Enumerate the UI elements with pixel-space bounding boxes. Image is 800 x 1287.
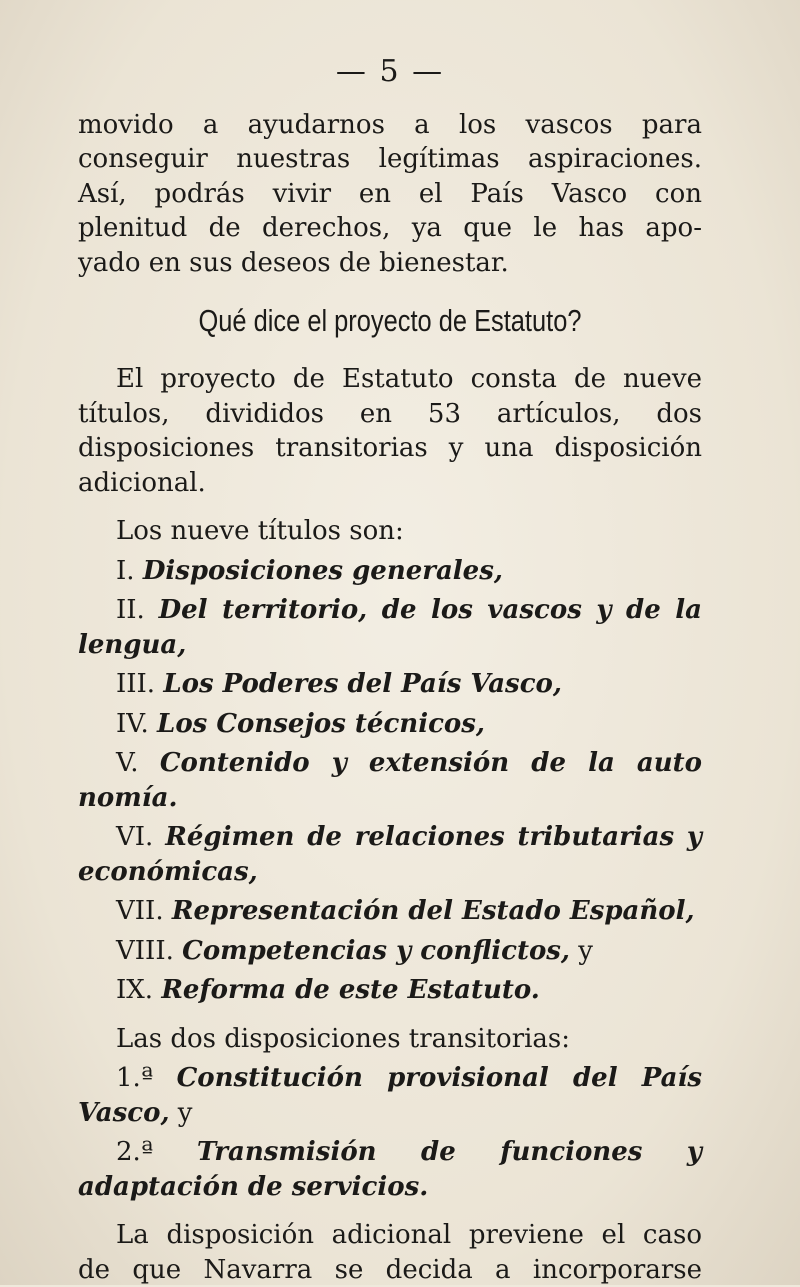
- item-text: Representación del Estado Español,: [172, 896, 695, 926]
- item-number: II.: [116, 595, 145, 625]
- list-item: [78, 554, 702, 589]
- item-text: Contenido y extensión de la auto nomía.: [78, 748, 702, 813]
- item-tail: y: [570, 936, 593, 966]
- item-text: Transmisión de funciones y adaptación de servicios.: [78, 1137, 702, 1202]
- item-text: Del territorio, de los vascos y de la lengua,: [78, 595, 702, 660]
- intro-line: yado en sus deseos de bienestar.: [78, 246, 702, 281]
- item-text: Los Poderes del País Vasco,: [163, 669, 562, 699]
- item-number: III.: [116, 669, 155, 699]
- intro-line: Así, podrás vivir en el País Vasco con: [78, 177, 702, 212]
- list-item: [78, 1061, 702, 1130]
- item-text: Reforma de este Estatuto.: [161, 975, 540, 1005]
- list-item: [78, 820, 702, 889]
- list-item: [78, 593, 702, 662]
- intro-line: plenitud de derechos, ya que le has apo-: [78, 211, 702, 246]
- item-number: IV.: [116, 709, 149, 739]
- item-tail: y: [170, 1098, 193, 1128]
- section-heading: Qué dice el proyecto de Estatuto?: [134, 302, 646, 340]
- closing-paragraph: [78, 1218, 702, 1287]
- list-item: [78, 973, 702, 1008]
- item-number: 1.ª: [116, 1063, 153, 1093]
- item-number: IX.: [116, 975, 153, 1005]
- intro-line: conseguir nuestras legítimas aspiraciones.: [78, 142, 702, 177]
- item-number: I.: [116, 556, 135, 586]
- intro-line: movido a ayudarnos a los vascos para: [78, 108, 702, 143]
- transitional-list: [78, 1061, 702, 1204]
- titles-list: [78, 554, 702, 1008]
- item-text: Constitución provisional del País Vasco,: [78, 1063, 702, 1128]
- item-text: Disposiciones generales,: [143, 556, 503, 586]
- item-text: Régimen de relaciones tributarias y económicas,: [78, 822, 702, 887]
- list-item: [78, 934, 702, 969]
- item-text: Los Consejos técnicos,: [157, 709, 485, 739]
- titles-intro: Los nueve títulos son:: [78, 514, 702, 549]
- transitional-intro: Las dos disposiciones transitorias:: [78, 1022, 702, 1057]
- list-item: [78, 707, 702, 742]
- item-number: VI.: [116, 822, 153, 852]
- list-item: [78, 746, 702, 815]
- item-number: VIII.: [116, 936, 174, 966]
- closing-line: La disposición adicional previene el caso: [78, 1218, 702, 1253]
- intro-paragraph: [78, 108, 702, 281]
- item-number: VII.: [116, 896, 164, 926]
- item-number: V.: [116, 748, 139, 778]
- list-item: [78, 667, 702, 702]
- item-number: 2.ª: [116, 1137, 153, 1167]
- item-text: Competencias y conflictos,: [182, 936, 570, 966]
- list-item: [78, 1135, 702, 1204]
- closing-line: de que Navarra se decida a incorporarse: [78, 1253, 702, 1287]
- page-content: [78, 55, 702, 1287]
- page-number: — 5 —: [78, 55, 702, 90]
- list-item: [78, 894, 702, 929]
- paragraph-statute-structure: El proyecto de Estatuto consta de nueve títulos, divididos en 53 artículos, dos disposiciones transitorias y una disposición adicional.: [78, 362, 702, 500]
